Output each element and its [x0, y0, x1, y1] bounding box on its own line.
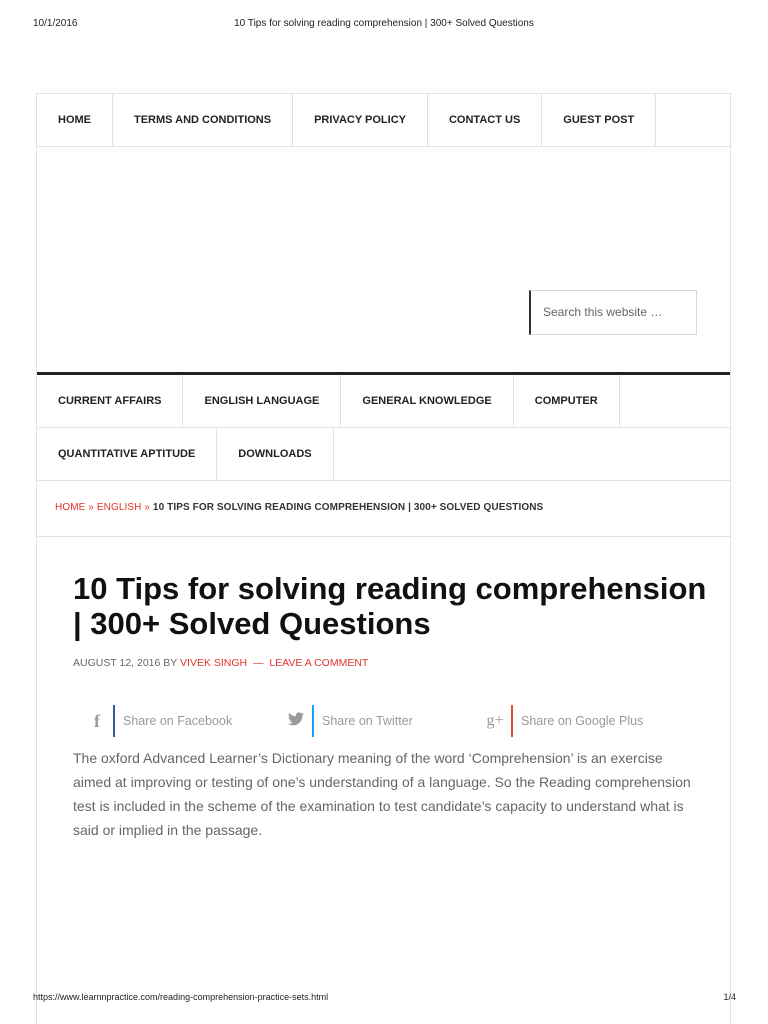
share-twitter-button[interactable] — [286, 705, 413, 737]
nav-english-language[interactable]: ENGLISH LANGUAGE — [183, 375, 341, 427]
leave-comment-link[interactable]: LEAVE A COMMENT — [269, 657, 369, 669]
category-row-2 — [37, 428, 730, 481]
breadcrumb-home[interactable]: HOME — [55, 502, 86, 513]
search-input[interactable]: Search this website … — [529, 290, 697, 335]
twitter-icon — [286, 712, 306, 731]
nav-terms-and-conditions[interactable]: TERMS AND CONDITIONS — [113, 94, 293, 146]
share-twitter-label: Share on Twitter — [322, 714, 413, 728]
nav-general-knowledge[interactable]: GENERAL KNOWLEDGE — [341, 375, 513, 427]
top-navigation — [37, 93, 732, 147]
google-plus-accent-bar — [511, 705, 513, 737]
content-divider — [37, 536, 730, 537]
nav-contact-us[interactable]: CONTACT US — [428, 94, 542, 146]
print-page-number: 1/4 — [723, 992, 736, 1002]
print-title: 10 Tips for solving reading comprehension | 300+ Solved Questions — [234, 18, 534, 29]
print-url: https://www.learnnpractice.com/reading-comprehension-practice-sets.html — [33, 992, 329, 1002]
breadcrumb-separator: » — [88, 502, 94, 513]
breadcrumb — [55, 502, 715, 513]
meta-dash: — — [252, 657, 264, 669]
breadcrumb-english[interactable]: ENGLISH — [96, 502, 142, 513]
share-facebook-label: Share on Facebook — [123, 714, 233, 728]
facebook-icon: f — [94, 710, 100, 731]
nav-current-affairs[interactable]: CURRENT AFFAIRS — [37, 375, 183, 427]
print-date: 10/1/2016 — [33, 18, 78, 29]
print-footer — [0, 992, 768, 1006]
nav-guest-post[interactable]: GUEST POST — [542, 94, 656, 146]
category-row-1 — [37, 375, 730, 428]
share-google-plus-button[interactable] — [485, 705, 643, 737]
nav-privacy-policy[interactable]: PRIVACY POLICY — [293, 94, 428, 146]
share-bar — [87, 705, 707, 737]
share-google-plus-label: Share on Google Plus — [521, 714, 644, 728]
nav-home[interactable]: HOME — [37, 94, 113, 146]
article-title: 10 Tips for solving reading comprehension | 300+ Solved Questions — [73, 571, 707, 641]
print-header — [0, 18, 768, 32]
share-facebook-button[interactable] — [87, 705, 232, 737]
twitter-accent-bar — [312, 705, 314, 737]
nav-quantitative-aptitude[interactable]: QUANTITATIVE APTITUDE — [37, 428, 217, 480]
article-meta — [73, 657, 368, 669]
site-container — [36, 93, 731, 1024]
facebook-accent-bar — [113, 705, 115, 737]
breadcrumb-current: 10 TIPS FOR SOLVING READING COMPREHENSION | 300+ SOLVED QUESTIONS — [152, 502, 544, 513]
article-by: BY — [163, 657, 178, 669]
category-navigation — [37, 372, 730, 481]
article-body-paragraph: The oxford Advanced Learner’s Dictionary meaning of the word ‘Comprehension’ is an exercise aimed at improving or testing of one’s understanding of a language. So the Reading comprehension test is included in the scheme of the examination to test candidate’s capacity to understand what is said or implied in the passage. — [73, 750, 691, 838]
article-date: AUGUST 12, 2016 — [73, 657, 161, 669]
article-author-link[interactable]: VIVEK SINGH — [180, 657, 248, 669]
breadcrumb-separator: » — [144, 502, 151, 513]
nav-downloads[interactable]: DOWNLOADS — [217, 428, 333, 480]
google-plus-icon: g+ — [486, 712, 504, 729]
nav-computer[interactable]: COMPUTER — [514, 375, 620, 427]
